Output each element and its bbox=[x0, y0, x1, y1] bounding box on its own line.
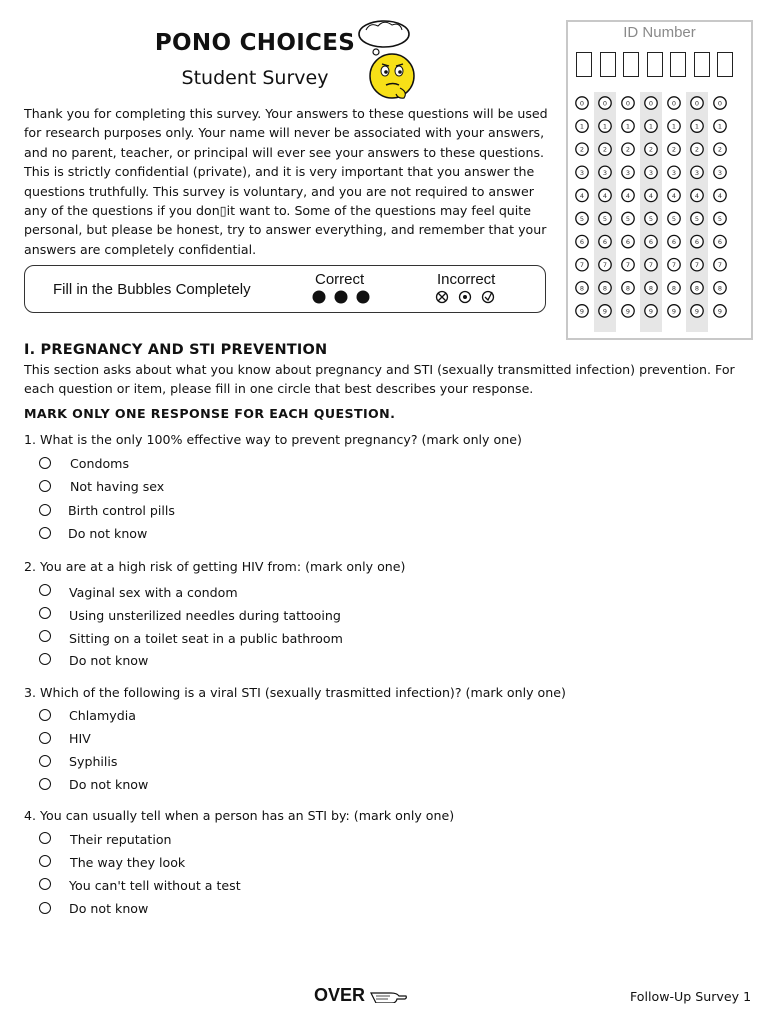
id-digit-label: 9 bbox=[717, 307, 723, 316]
id-digit-label: 8 bbox=[671, 284, 677, 293]
correct-label: Correct bbox=[315, 271, 365, 288]
id-digit-bubble[interactable] bbox=[645, 120, 657, 132]
answer-bubble[interactable] bbox=[39, 878, 51, 890]
id-digit-bubble[interactable] bbox=[576, 120, 588, 132]
id-digit-label: 1 bbox=[625, 122, 631, 131]
answer-bubble[interactable] bbox=[39, 607, 51, 619]
option-label: Chlamydia bbox=[69, 708, 136, 723]
id-digit-bubble[interactable] bbox=[645, 259, 657, 271]
id-digit-label: 0 bbox=[717, 99, 723, 108]
id-digit-bubble[interactable] bbox=[668, 97, 680, 109]
id-digit-bubble[interactable] bbox=[645, 305, 657, 317]
id-digit-bubble[interactable] bbox=[714, 120, 726, 132]
id-digit-label: 3 bbox=[671, 168, 677, 177]
id-digit-bubble[interactable] bbox=[576, 282, 588, 294]
id-digit-label: 7 bbox=[625, 261, 631, 270]
id-digit-bubble[interactable] bbox=[599, 282, 611, 294]
id-number-panel bbox=[566, 20, 753, 340]
answer-bubble[interactable] bbox=[39, 732, 51, 744]
option-label: Birth control pills bbox=[68, 503, 175, 518]
id-digit-label: 0 bbox=[648, 99, 654, 108]
id-digit-label: 3 bbox=[648, 168, 654, 177]
id-digit-label: 8 bbox=[694, 284, 700, 293]
id-digit-label: 8 bbox=[579, 284, 585, 293]
id-digit-label: 4 bbox=[717, 191, 723, 200]
id-digit-bubble[interactable] bbox=[599, 305, 611, 317]
id-digit-bubble[interactable] bbox=[576, 97, 588, 109]
id-digit-bubble[interactable] bbox=[576, 189, 588, 201]
id-digit-bubble[interactable] bbox=[691, 212, 703, 224]
id-digit-bubble[interactable] bbox=[645, 212, 657, 224]
id-write-box[interactable] bbox=[576, 52, 592, 77]
id-digit-label: 3 bbox=[602, 168, 608, 177]
id-write-boxes bbox=[576, 52, 741, 77]
id-digit-label: 2 bbox=[694, 145, 700, 154]
id-digit-label: 5 bbox=[602, 215, 608, 223]
id-digit-bubble[interactable] bbox=[599, 143, 611, 155]
id-digit-label: 7 bbox=[579, 261, 585, 270]
answer-bubble[interactable] bbox=[39, 480, 51, 492]
option-label: Do not know bbox=[69, 901, 149, 916]
mark-only-instruction: MARK ONLY ONE RESPONSE FOR EACH QUESTION. bbox=[24, 406, 396, 421]
id-digit-bubble[interactable] bbox=[714, 282, 726, 294]
id-write-box[interactable] bbox=[717, 52, 733, 77]
id-digit-bubble[interactable] bbox=[714, 212, 726, 224]
id-digit-bubble[interactable] bbox=[622, 120, 634, 132]
id-digit-label: 4 bbox=[694, 191, 700, 200]
id-digit-bubble[interactable] bbox=[599, 120, 611, 132]
id-digit-label: 6 bbox=[648, 238, 654, 247]
option-label: Do not know bbox=[69, 653, 149, 668]
id-digit-bubble[interactable] bbox=[645, 235, 657, 247]
id-digit-bubble[interactable] bbox=[599, 259, 611, 271]
option-label: Do not know bbox=[69, 777, 149, 792]
id-digit-bubble[interactable] bbox=[691, 189, 703, 201]
id-digit-bubble[interactable] bbox=[668, 282, 680, 294]
id-digit-label: 9 bbox=[579, 307, 585, 316]
section-heading: I. PREGNANCY AND STI PREVENTION bbox=[24, 342, 328, 358]
option-label: The way they look bbox=[70, 855, 186, 870]
answer-bubble[interactable] bbox=[39, 832, 51, 844]
id-digit-bubble[interactable] bbox=[599, 97, 611, 109]
id-digit-bubble[interactable] bbox=[622, 305, 634, 317]
id-digit-label: 4 bbox=[602, 191, 608, 200]
survey-subtitle: Student Survey bbox=[181, 67, 329, 89]
id-digit-bubble[interactable] bbox=[714, 143, 726, 155]
id-digit-label: 2 bbox=[579, 145, 585, 154]
fill-instructions-box bbox=[24, 265, 546, 313]
id-digit-bubble[interactable] bbox=[714, 235, 726, 247]
option-label: Not having sex bbox=[70, 479, 165, 494]
id-digit-bubble[interactable] bbox=[668, 143, 680, 155]
id-digit-label: 7 bbox=[671, 261, 677, 270]
id-digit-label: 0 bbox=[579, 99, 585, 108]
thinking-face-icon bbox=[356, 18, 422, 100]
id-digit-label: 7 bbox=[648, 261, 654, 270]
id-digit-bubble[interactable] bbox=[714, 259, 726, 271]
question-3: 3. Which of the following is a viral STI (sexually trasmitted infection)? (mark only one) bbox=[24, 685, 566, 700]
id-digit-label: 3 bbox=[579, 168, 585, 177]
answer-bubble[interactable] bbox=[39, 457, 51, 469]
id-digit-label: 4 bbox=[648, 191, 654, 200]
id-digit-bubble[interactable] bbox=[622, 259, 634, 271]
id-digit-label: 2 bbox=[671, 145, 677, 154]
id-digit-bubble[interactable] bbox=[691, 143, 703, 155]
option-label: Using unsterilized needles during tattooing bbox=[69, 608, 341, 623]
id-digit-label: 8 bbox=[625, 284, 631, 293]
answer-bubble[interactable] bbox=[39, 584, 51, 596]
id-digit-bubble[interactable] bbox=[668, 166, 680, 178]
id-digit-bubble[interactable] bbox=[576, 259, 588, 271]
id-digit-label: 7 bbox=[602, 261, 608, 270]
question-4: 4. You can usually tell when a person has an STI by: (mark only one) bbox=[24, 808, 455, 823]
id-digit-label: 6 bbox=[602, 238, 608, 247]
answer-bubble[interactable] bbox=[39, 855, 51, 867]
answer-bubble[interactable] bbox=[39, 778, 51, 790]
id-write-box[interactable] bbox=[670, 52, 686, 77]
answer-bubble[interactable] bbox=[39, 630, 51, 642]
id-digit-bubble[interactable] bbox=[691, 259, 703, 271]
id-digit-label: 0 bbox=[602, 99, 608, 108]
over-label: OVER bbox=[314, 985, 366, 1005]
id-digit-bubble[interactable] bbox=[645, 143, 657, 155]
id-digit-bubble[interactable] bbox=[691, 166, 703, 178]
id-digit-label: 4 bbox=[625, 191, 631, 200]
id-digit-label: 9 bbox=[694, 307, 700, 316]
pointing-hand-icon bbox=[370, 987, 408, 1003]
id-digit-bubble[interactable] bbox=[599, 166, 611, 178]
over-indicator bbox=[314, 985, 408, 1006]
survey-title: PONO CHOICES bbox=[154, 30, 356, 56]
id-digit-label: 2 bbox=[625, 145, 631, 154]
id-digit-bubble[interactable] bbox=[576, 212, 588, 224]
id-digit-label: 1 bbox=[602, 122, 608, 131]
id-digit-bubble[interactable] bbox=[714, 166, 726, 178]
section-description: This section asks about what you know about pregnancy and STI (sexually transmitted infection) prevention. For each question or item, please fill in one circle that best describes your response. bbox=[24, 362, 735, 397]
id-write-box[interactable] bbox=[694, 52, 710, 77]
id-digit-label: 6 bbox=[579, 238, 585, 247]
id-digit-bubble[interactable] bbox=[668, 305, 680, 317]
id-digit-bubble[interactable] bbox=[645, 97, 657, 109]
id-digit-label: 9 bbox=[602, 307, 608, 316]
id-digit-label: 0 bbox=[694, 99, 700, 108]
id-digit-label: 1 bbox=[671, 122, 677, 131]
id-digit-label: 0 bbox=[671, 99, 677, 108]
id-digit-bubble[interactable] bbox=[576, 305, 588, 317]
id-digit-bubble[interactable] bbox=[576, 235, 588, 247]
id-digit-bubble[interactable] bbox=[576, 143, 588, 155]
option-label: Syphilis bbox=[69, 754, 118, 769]
id-digit-label: 1 bbox=[694, 122, 700, 131]
id-digit-bubble[interactable] bbox=[691, 282, 703, 294]
id-digit-bubble[interactable] bbox=[668, 235, 680, 247]
correct-bubbles-example bbox=[311, 289, 401, 305]
id-digit-label: 5 bbox=[648, 215, 654, 223]
id-digit-label: 1 bbox=[648, 122, 654, 131]
answer-bubble[interactable] bbox=[39, 653, 51, 665]
id-digit-label: 5 bbox=[694, 215, 700, 223]
id-digit-bubble[interactable] bbox=[691, 305, 703, 317]
answer-bubble[interactable] bbox=[39, 504, 51, 516]
id-digit-label: 4 bbox=[579, 191, 585, 200]
answer-bubble[interactable] bbox=[39, 755, 51, 767]
id-digit-label: 2 bbox=[602, 145, 608, 154]
id-digit-bubble[interactable] bbox=[691, 120, 703, 132]
answer-bubble[interactable] bbox=[39, 527, 51, 539]
id-digit-bubble[interactable] bbox=[599, 235, 611, 247]
option-label: HIV bbox=[69, 731, 91, 746]
id-digit-bubble[interactable] bbox=[622, 212, 634, 224]
id-digit-label: 2 bbox=[717, 145, 723, 154]
id-digit-bubble[interactable] bbox=[645, 166, 657, 178]
id-digit-label: 5 bbox=[671, 215, 677, 223]
id-digit-label: 3 bbox=[694, 168, 700, 177]
id-digit-label: 8 bbox=[602, 284, 608, 293]
id-digit-bubble[interactable] bbox=[622, 189, 634, 201]
id-digit-bubble[interactable] bbox=[622, 166, 634, 178]
id-digit-bubble[interactable] bbox=[599, 189, 611, 201]
id-digit-bubble[interactable] bbox=[668, 259, 680, 271]
id-digit-label: 6 bbox=[671, 238, 677, 247]
id-digit-bubble[interactable] bbox=[645, 189, 657, 201]
id-digit-bubble[interactable] bbox=[668, 189, 680, 201]
option-label: Their reputation bbox=[70, 832, 172, 847]
id-digit-bubble[interactable] bbox=[622, 282, 634, 294]
id-digit-bubble[interactable] bbox=[714, 305, 726, 317]
answer-bubble[interactable] bbox=[39, 902, 51, 914]
option-label: Do not know bbox=[68, 526, 148, 541]
id-digit-label: 5 bbox=[579, 215, 585, 223]
id-digit-label: 0 bbox=[625, 99, 631, 108]
fill-instruction-text: Fill in the Bubbles Completely bbox=[53, 281, 251, 298]
option-label: Sitting on a toilet seat in a public bathroom bbox=[69, 631, 343, 646]
option-label: You can't tell without a test bbox=[69, 878, 241, 893]
option-label: Vaginal sex with a condom bbox=[69, 585, 238, 600]
id-digit-bubble[interactable] bbox=[576, 166, 588, 178]
id-digit-bubble[interactable] bbox=[599, 212, 611, 224]
answer-bubble[interactable] bbox=[39, 709, 51, 721]
id-digit-label: 8 bbox=[648, 284, 654, 293]
id-digit-label: 7 bbox=[694, 261, 700, 270]
id-digit-label: 6 bbox=[717, 238, 723, 247]
id-digit-label: 5 bbox=[625, 215, 631, 223]
question-1: 1. What is the only 100% effective way to prevent pregnancy? (mark only one) bbox=[24, 432, 522, 447]
id-digit-label: 8 bbox=[717, 284, 723, 293]
id-write-box[interactable] bbox=[623, 52, 639, 77]
id-digit-label: 1 bbox=[579, 122, 585, 131]
id-digit-label: 9 bbox=[648, 307, 654, 316]
id-digit-bubble[interactable] bbox=[668, 120, 680, 132]
id-digit-label: 6 bbox=[625, 238, 631, 247]
id-digit-bubble[interactable] bbox=[691, 235, 703, 247]
intro-paragraph: Thank you for completing this survey. Your answers to these questions will be used for research purposes only. Your name will never be associated with your answers, and no parent, teacher, or principal will ever see your answers to these questions. This is strictly confidential (private), and it is very important that you answer the questions truthfully. This survey is voluntary, and you are not required to answer any of the questions if you don▯it want to. Some of the questions may feel quite personal, but please be honest, try to answer everything, and remember that your answers are completely confidential. bbox=[24, 106, 548, 257]
id-digit-label: 7 bbox=[717, 261, 723, 270]
id-digit-label: 9 bbox=[625, 307, 631, 316]
id-digit-label: 6 bbox=[694, 238, 700, 247]
id-digit-bubble[interactable] bbox=[622, 143, 634, 155]
id-write-box[interactable] bbox=[647, 52, 663, 77]
id-digit-bubble[interactable] bbox=[645, 282, 657, 294]
id-number-label: ID Number bbox=[623, 24, 696, 41]
id-digit-bubble[interactable] bbox=[714, 189, 726, 201]
id-digit-label: 5 bbox=[717, 215, 723, 223]
incorrect-bubbles-example bbox=[435, 290, 525, 306]
id-write-box[interactable] bbox=[600, 52, 616, 77]
id-digit-label: 9 bbox=[671, 307, 677, 316]
id-digit-label: 3 bbox=[717, 168, 723, 177]
id-digit-label: 1 bbox=[717, 122, 723, 131]
id-digit-label: 3 bbox=[625, 168, 631, 177]
id-digit-bubble[interactable] bbox=[714, 97, 726, 109]
id-digit-bubble[interactable] bbox=[622, 97, 634, 109]
id-digit-bubble[interactable] bbox=[691, 97, 703, 109]
page-footer-label: Follow-Up Survey 1 bbox=[630, 989, 752, 1004]
incorrect-label: Incorrect bbox=[437, 271, 496, 288]
id-digit-bubble[interactable] bbox=[668, 212, 680, 224]
id-digit-label: 2 bbox=[648, 145, 654, 154]
id-digit-label: 4 bbox=[671, 191, 677, 200]
option-label: Condoms bbox=[70, 456, 130, 471]
id-bubble-grid bbox=[568, 92, 751, 332]
id-digit-bubble[interactable] bbox=[622, 235, 634, 247]
question-2: 2. You are at a high risk of getting HIV from: (mark only one) bbox=[24, 559, 406, 574]
